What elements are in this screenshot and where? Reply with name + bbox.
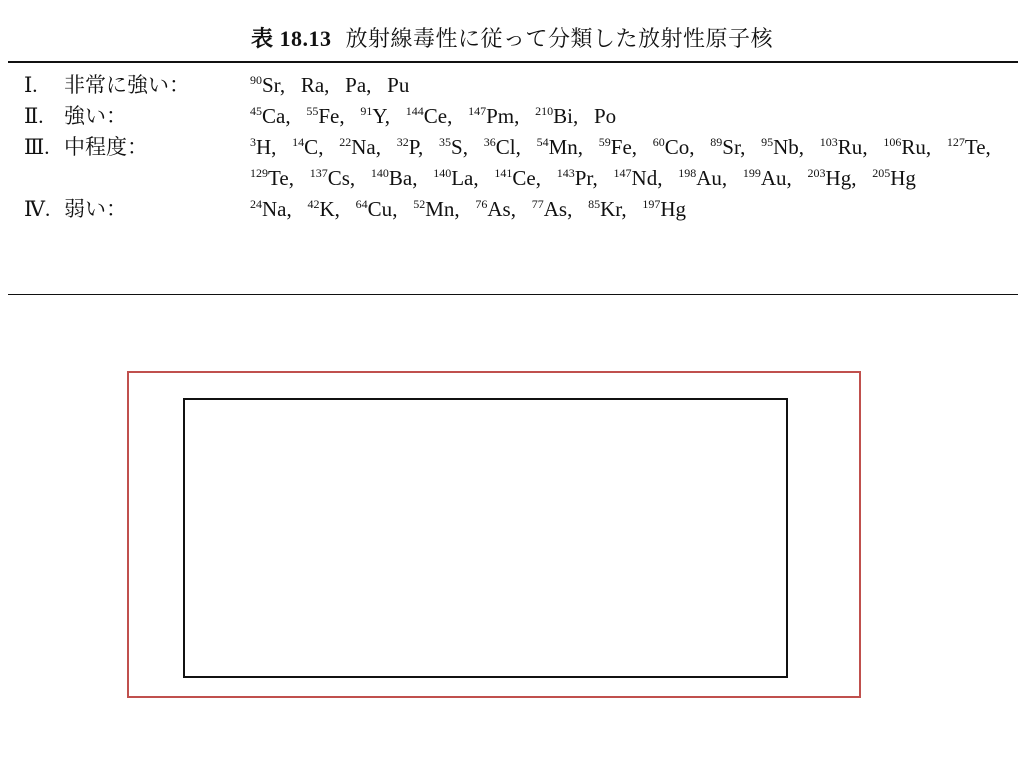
element-symbol: K <box>319 197 335 221</box>
element-symbol: Ca <box>262 104 286 128</box>
nuclide <box>301 73 324 97</box>
nuclide-list: $^{90}$Sr, Ra, Pa, Pu <box>250 73 410 97</box>
mass-number: 35 <box>439 135 452 149</box>
nuclide <box>413 197 454 221</box>
nuclide <box>484 135 516 159</box>
nuclide <box>250 166 289 190</box>
nuclide <box>397 135 418 159</box>
inner-frame <box>183 398 788 678</box>
element-symbol: Cu <box>367 197 393 221</box>
class-label: 中程度： <box>64 135 148 159</box>
nuclide <box>250 104 285 128</box>
table-top-rule <box>8 61 1018 63</box>
element-symbol: Ce <box>423 104 448 128</box>
mass-number: 143 <box>556 166 575 180</box>
table-row <box>8 101 1018 132</box>
nuclide-list: $^{24}$Na, $^{42}$K, $^{64}$Cu, $^{52}$Mn, $^{76}$As, $^{77}$As, $^{85}$Kr, $^{197}$Hg <box>250 197 687 221</box>
nuclide <box>588 197 621 221</box>
nuclide <box>475 197 510 221</box>
element-symbol: Cs <box>327 166 350 190</box>
nuclide <box>808 166 852 190</box>
table-row <box>8 132 1018 194</box>
table-bottom-rule <box>8 294 1018 295</box>
nuclide <box>594 104 616 128</box>
mass-number: 59 <box>598 135 611 149</box>
element-symbol: Ba <box>388 166 413 190</box>
nuclide <box>371 166 412 190</box>
element-symbol: Cl <box>495 135 516 159</box>
mass-number: 91 <box>360 104 373 118</box>
mass-number: 140 <box>433 166 452 180</box>
element-symbol: Te <box>268 166 289 190</box>
nuclide <box>614 166 658 190</box>
mass-number: 85 <box>588 197 601 211</box>
nuclide <box>494 166 535 190</box>
mass-number: 64 <box>355 197 368 211</box>
class-numeral: Ⅳ. <box>24 197 51 221</box>
nuclide <box>406 104 447 128</box>
toxicity-table <box>8 70 1018 225</box>
mass-number: 89 <box>710 135 723 149</box>
element-symbol: Na <box>351 135 376 159</box>
nuclide <box>743 166 787 190</box>
mass-number: 147 <box>468 104 487 118</box>
mass-number: 77 <box>531 197 544 211</box>
nuclide <box>678 166 722 190</box>
mass-number: 127 <box>946 135 965 149</box>
element-symbol: Sr <box>262 73 280 97</box>
mass-number: 210 <box>535 104 554 118</box>
nuclide <box>250 73 280 97</box>
nuclide <box>883 135 926 159</box>
element-symbol: Ru <box>837 135 863 159</box>
element-symbol: Bi <box>553 104 573 128</box>
element-symbol: Sr <box>722 135 741 159</box>
element-symbol: Hg <box>825 166 852 190</box>
element-symbol: Ru <box>901 135 926 159</box>
nuclide <box>360 104 384 128</box>
element-symbol: Pa <box>345 73 367 97</box>
element-symbol: Au <box>696 166 722 190</box>
mass-number: 144 <box>405 104 424 118</box>
element-symbol: La <box>451 166 474 190</box>
mass-number: 54 <box>536 135 549 149</box>
nuclide <box>387 73 409 97</box>
mass-number: 198 <box>678 166 697 180</box>
mass-number: 197 <box>642 197 661 211</box>
mass-number: 24 <box>250 197 262 211</box>
table-title: 放射線毒性に従って分類した放射性原子核 <box>345 26 774 51</box>
nuclide <box>468 104 514 128</box>
element-symbol: Ra <box>300 73 325 97</box>
element-symbol: As <box>543 197 568 221</box>
nuclide <box>947 135 986 159</box>
nuclide <box>310 166 350 190</box>
element-symbol: Y <box>372 104 385 128</box>
nuclide <box>599 135 632 159</box>
element-symbol: P <box>408 135 419 159</box>
mass-number: 137 <box>309 166 328 180</box>
element-symbol: Mn <box>425 197 455 221</box>
nuclide <box>308 197 335 221</box>
element-symbol: Pu <box>387 73 410 97</box>
nuclide <box>339 135 376 159</box>
nuclide <box>642 197 686 221</box>
mass-number: 42 <box>307 197 320 211</box>
element-symbol: Nb <box>773 135 799 159</box>
nuclide <box>872 166 916 190</box>
nuclide <box>761 135 799 159</box>
nuclide <box>710 135 740 159</box>
mass-number: 76 <box>475 197 488 211</box>
class-numeral: Ⅲ. <box>24 135 50 159</box>
mass-number: 3 <box>250 135 256 149</box>
nuclide <box>356 197 393 221</box>
mass-number: 199 <box>742 166 761 180</box>
element-symbol: H <box>256 135 272 159</box>
mass-number: 32 <box>396 135 409 149</box>
class-label: 弱い： <box>64 197 127 221</box>
mass-number: 55 <box>306 104 319 118</box>
element-symbol: Ce <box>512 166 536 190</box>
nuclide <box>537 135 578 159</box>
class-label: 強い： <box>64 104 127 128</box>
element-symbol: Au <box>760 166 787 190</box>
nuclide <box>653 135 690 159</box>
nuclide <box>433 166 473 190</box>
mass-number: 95 <box>761 135 774 149</box>
mass-number: 60 <box>652 135 665 149</box>
element-symbol: Po <box>593 104 617 128</box>
element-symbol: Te <box>964 135 986 159</box>
mass-number: 90 <box>250 73 262 87</box>
element-symbol: Hg <box>890 166 916 190</box>
toxicity-class <box>8 101 250 132</box>
nuclide <box>557 166 593 190</box>
mass-number: 147 <box>613 166 632 180</box>
mass-number: 103 <box>819 135 838 149</box>
mass-number: 140 <box>370 166 389 180</box>
element-symbol: Hg <box>660 197 687 221</box>
nuclide-list: $^{45}$Ca, $^{55}$Fe, $^{91}$Y, $^{144}$Ce, $^{147}$Pm, $^{210}$Bi, Po <box>250 104 617 128</box>
element-symbol: Fe <box>318 104 340 128</box>
mass-number: 22 <box>339 135 352 149</box>
toxicity-class <box>8 132 250 194</box>
mass-number: 52 <box>413 197 426 211</box>
table-row <box>8 194 1018 225</box>
element-symbol: Nd <box>631 166 658 190</box>
element-symbol: Pr <box>574 166 593 190</box>
nuclide-list: $^3$H, $^{14}$C, $^{22}$Na, $^{32}$P, $^{35}$S, $^{36}$Cl, $^{54}$Mn, $^{59}$Fe, $^{60}$Co, $^{89}$Sr, $^{95}$Nb, $^{103}$Ru, $^{106}$Ru, $^{127}$Te, $^{129}$Te, $^{137}$Cs, $^{140}$Ba, $^{140}$La, $^{141}$Ce, $^{143}$Pr, $^{147}$Nd, $^{198}$Au, $^{199}$Au, $^{203}$Hg, $^{205}$Hg <box>250 135 1002 190</box>
nuclide <box>439 135 463 159</box>
mass-number: 106 <box>883 135 902 149</box>
nuclide <box>535 104 573 128</box>
mass-number: 203 <box>807 166 826 180</box>
element-symbol: Pm <box>486 104 515 128</box>
nuclide <box>532 197 567 221</box>
table-number: 表 18.13 <box>250 26 332 51</box>
element-symbol: C <box>304 135 319 159</box>
mass-number: 14 <box>292 135 305 149</box>
element-symbol: Mn <box>548 135 578 159</box>
nuclide <box>250 197 287 221</box>
mass-number: 141 <box>494 166 513 180</box>
element-symbol: Kr <box>600 197 622 221</box>
element-symbol: As <box>487 197 511 221</box>
mass-number: 129 <box>250 166 268 180</box>
element-symbol: Fe <box>610 135 632 159</box>
nuclide <box>306 104 339 128</box>
class-numeral: Ⅰ. <box>24 73 38 97</box>
toxicity-class <box>8 194 250 225</box>
class-numeral: Ⅱ. <box>24 104 44 128</box>
mass-number: 36 <box>483 135 496 149</box>
element-symbol: S <box>451 135 463 159</box>
class-label: 非常に強い： <box>64 73 190 97</box>
nuclide <box>345 73 366 97</box>
mass-number: 205 <box>872 166 891 180</box>
table-row <box>8 70 1018 101</box>
nuclide <box>250 135 271 159</box>
mass-number: 45 <box>250 104 262 118</box>
toxicity-class <box>8 70 250 101</box>
nuclide <box>820 135 863 159</box>
nuclide <box>292 135 318 159</box>
element-symbol: Co <box>664 135 690 159</box>
table-caption <box>0 22 1024 53</box>
element-symbol: Na <box>262 197 287 221</box>
